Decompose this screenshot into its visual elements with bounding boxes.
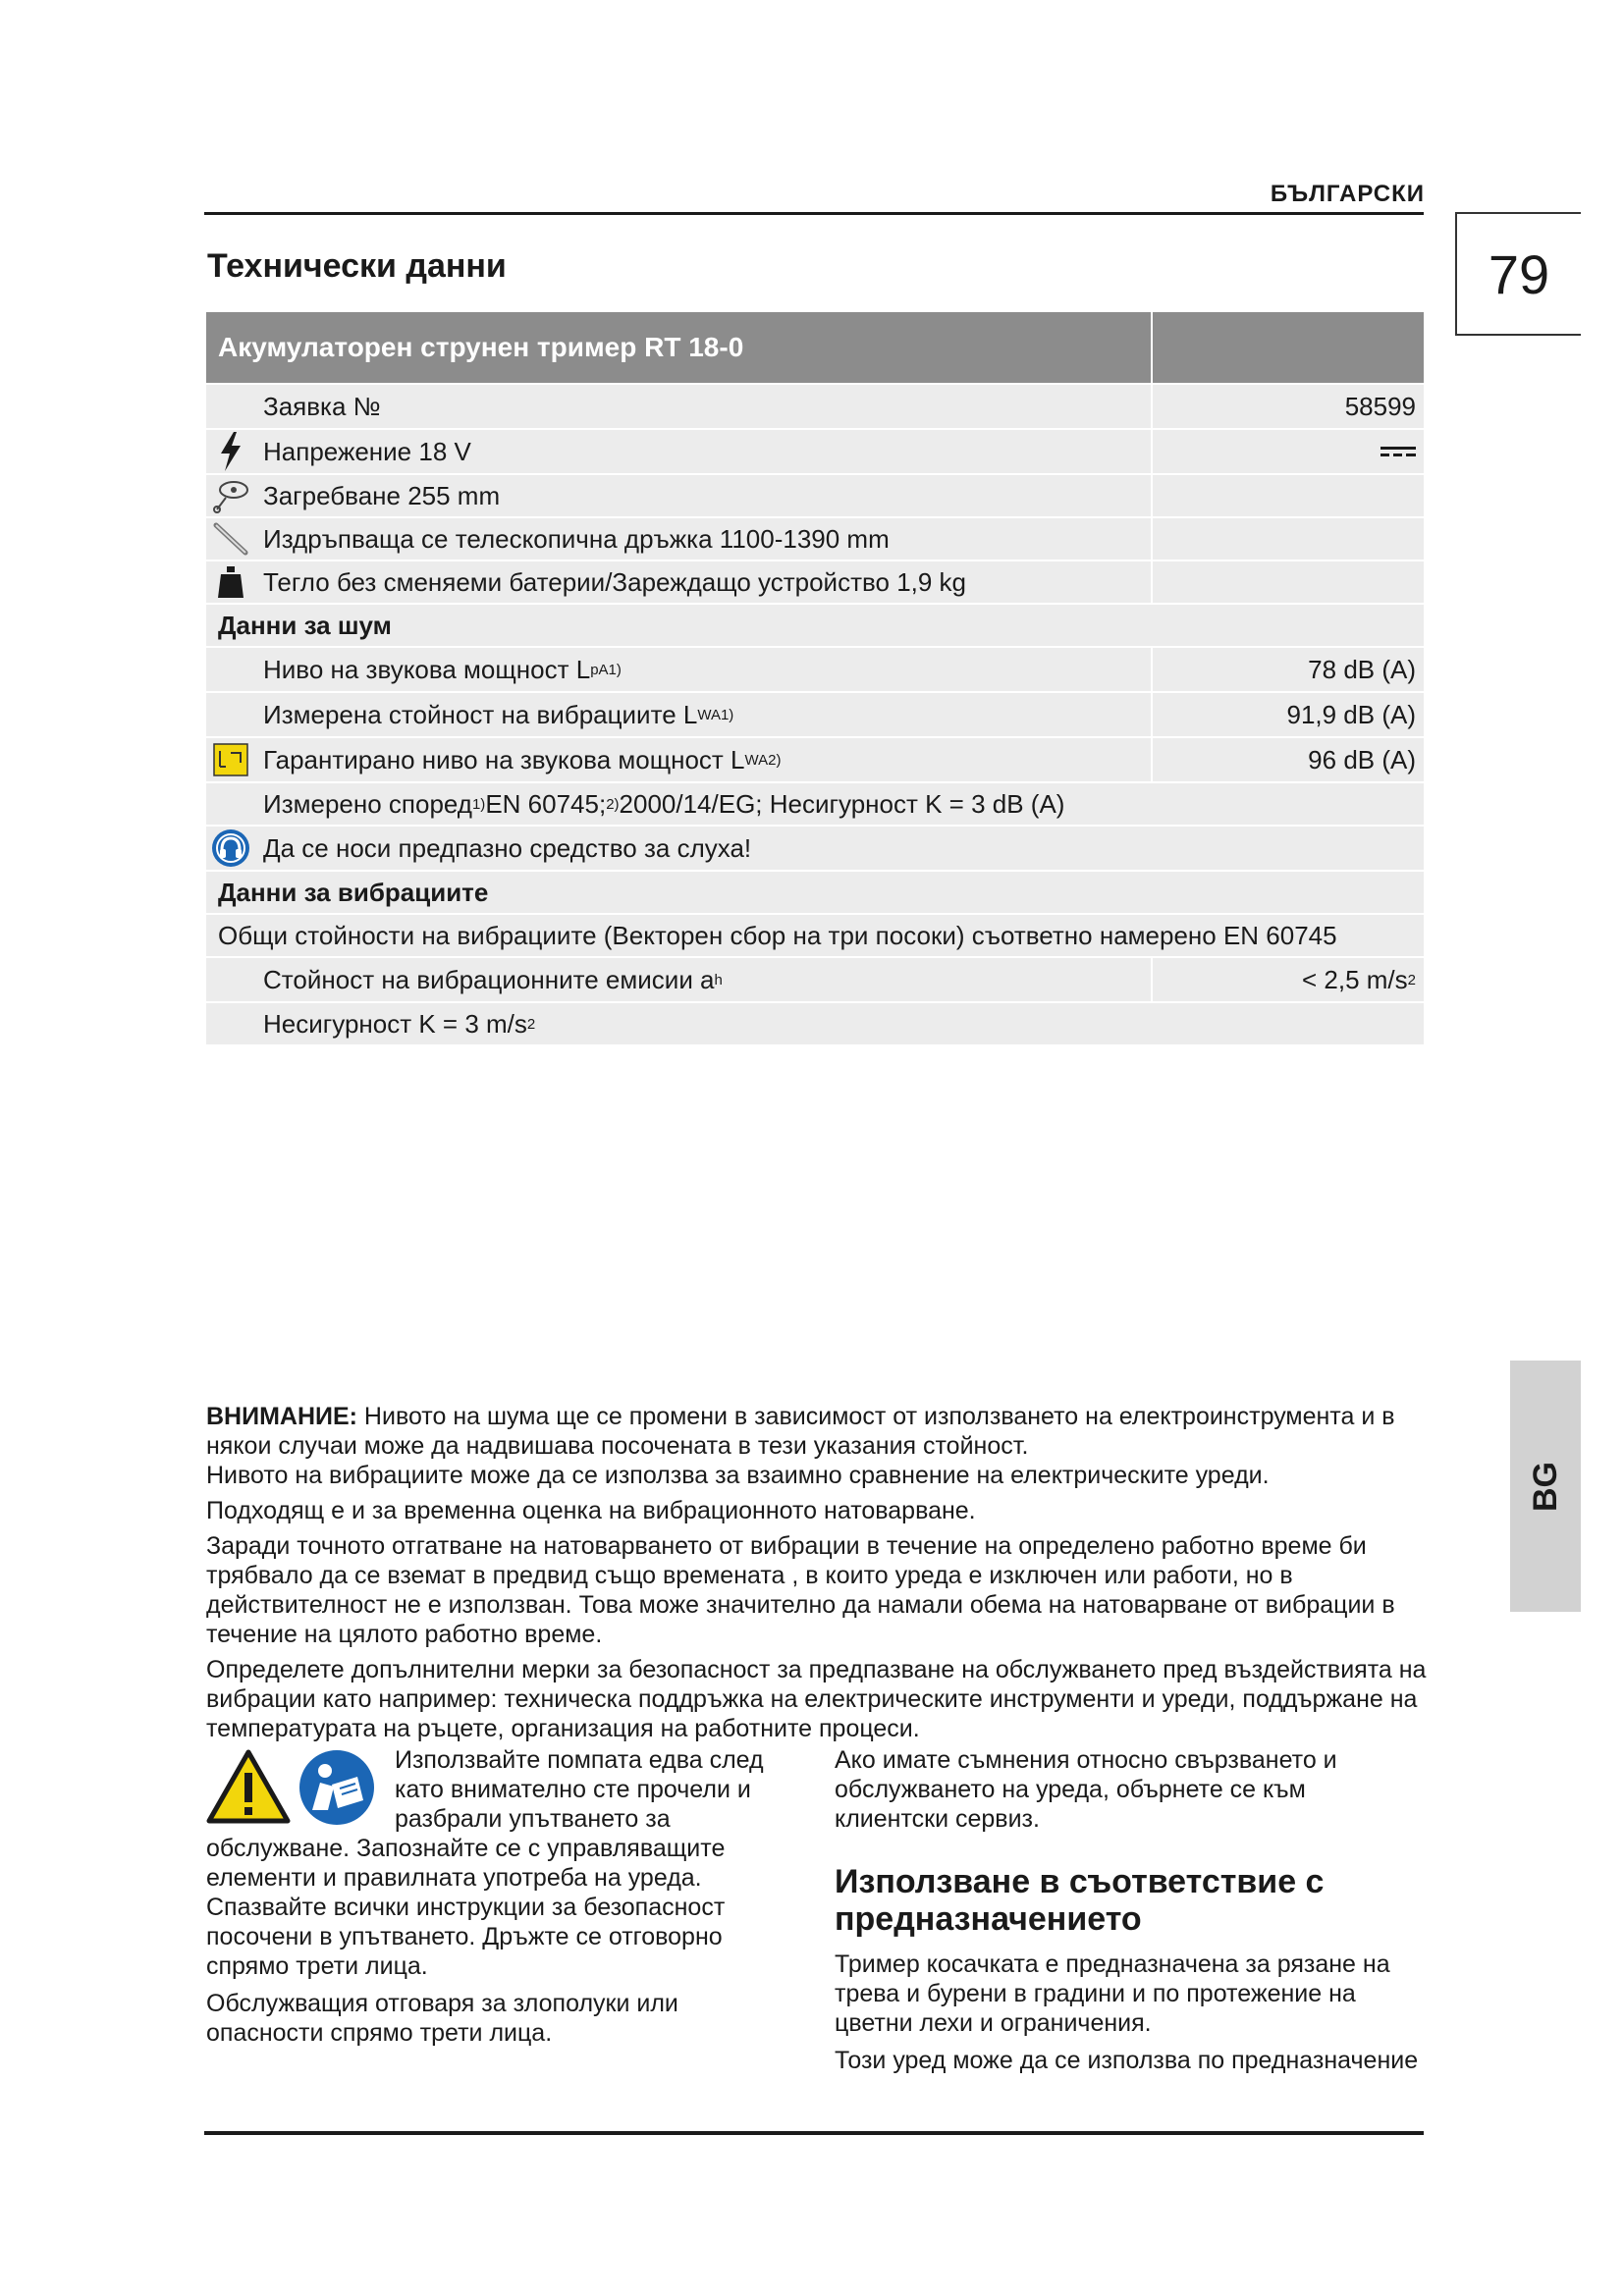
- lwa-guaranteed-value: 96 dB (A): [1308, 744, 1416, 774]
- weight-label: Тегло без сменяеми батерии/Зареждащо устройство 1,9 kg: [255, 561, 1153, 603]
- product-name: Акумулаторен струнен тример RT 18-0: [206, 312, 1153, 383]
- noise-heading-row: [206, 603, 1424, 646]
- language-tab: BG: [1510, 1361, 1581, 1612]
- read-manual-icon: [298, 1749, 375, 1826]
- voltage-label: Напрежение 18 V: [255, 430, 1153, 473]
- table-row: [206, 516, 1424, 560]
- dc-symbol-icon: [1153, 430, 1424, 473]
- lwa-value: 91,9 dB (A): [1286, 699, 1416, 729]
- telescopic-handle-icon: [206, 518, 255, 560]
- vibration-uncertainty: Несигурност K = 3 m/s 2: [263, 1008, 536, 1039]
- intended-use-heading: Използване в съответствие с предназначението: [835, 1863, 1325, 1938]
- vibration-heading-row: [206, 870, 1424, 913]
- vibration-heading: Данни за вибрациите: [218, 877, 489, 907]
- table-row: [206, 825, 1424, 870]
- body-paragraph: Заради точното отгатване на натоварването от вибрации в течение на определено работно време би трябвало да се вземат в предвид също времената , в които уреда е изключен или работи, но в действителност не е използван. Това може значително да намали обема на натоварване от вибрации в течение на цялото работно време.: [206, 1532, 1395, 1648]
- noise-heading: Данни за шум: [218, 610, 392, 640]
- lwa-guaranteed-label: Гарантирано ниво на звукова мощност L WA 2): [255, 738, 1153, 781]
- ear-protection-icon: [206, 827, 255, 870]
- body-paragraph: Нивото на вибрациите може да се използва за взаимно сравнение на електрическите уреди.: [206, 1462, 1270, 1489]
- handle-label: Издръпваща се телескопична дръжка 1100-1390 mm: [255, 518, 1153, 560]
- table-row: [206, 956, 1424, 1001]
- right-paragraph-1: Ако имате съмнения относно свързването и обслужването на уреда, обърнете се към клиентски сервиз.: [835, 1746, 1337, 1833]
- vibration-emission-label: Стойност на вибрационните емисии a h: [255, 958, 1153, 1001]
- table-row: [206, 646, 1424, 691]
- measured-standard: Измерено според 1) EN 60745; 2) 2000/14/EG; Несигурност K = 3 dB (A): [263, 788, 1065, 819]
- footer-rule: [204, 2131, 1424, 2135]
- warning-paragraph: ВНИМАНИЕ: Нивото на шума ще се промени в зависимост от използването на електроинструмента и в някои случаи може да надвишава посочената в тези указания стойност. Нивото на вибрациите може да се използва за взаимно сравнение на електрическите уреди. Подходящ е и за временна оценка на вибрационното натоварване. Заради точното отгатване на натоварването от вибрации в течение на определено работно време би трябвало да се вземат в предвид също времената , в които уреда е изключен или работи, но в действителност не е използван. Това може значително да намали обема на натоварване от вибрации в течение на цялото работно време. Определете допълнителни мерки за безопасност за предпазване на обслужването пред въздействията на вибрации като например: техническа поддръжка на електрическите инструменти и уреди, поддържане на температурата на ръцете, организация на работните процеси.: [206, 1402, 1434, 1743]
- lpa-value: 78 dB (A): [1308, 654, 1416, 684]
- table-row: [206, 913, 1424, 956]
- table-header: [206, 312, 1424, 383]
- body-paragraph: Подходящ е и за временна оценка на вибрационното натоварване.: [206, 1497, 976, 1524]
- right-paragraph-2: Тример косачката е предназначена за рязане на трева и бурени в градини и по протежение на цветни лехи и ограничения.: [835, 1950, 1390, 2037]
- vibration-emission-value: < 2,5 m/s 2: [1302, 964, 1416, 994]
- table-row: [206, 473, 1424, 516]
- table-row: [206, 736, 1424, 781]
- left-paragraph-1: Използвайте помпата едва след като внимателно сте прочели и разбрали упътването за обслужване. Запознайте се с управляващите елементи и правилната употреба на уреда. Спазвайте всички инструкции за безопасност посочени в упътването. Дръжте се отговорно спрямо трети лица.: [206, 1746, 764, 1980]
- cutting-width-icon: [206, 475, 255, 516]
- table-row: [206, 691, 1424, 736]
- warning-label: ВНИМАНИЕ:: [206, 1403, 357, 1430]
- table-row: [206, 560, 1424, 603]
- warning-triangle-icon: [206, 1749, 291, 1824]
- header-rule: [204, 212, 1424, 215]
- left-column: [206, 1745, 776, 2048]
- cutting-width-label: Загребване 255 mm: [255, 475, 1153, 516]
- section-title: Технически данни: [207, 247, 507, 285]
- weight-icon: [206, 561, 255, 603]
- table-row: [206, 428, 1424, 473]
- left-paragraph-2: Обслужващия отговаря за злополуки или опасности спрямо трети лица.: [206, 1990, 678, 2047]
- spec-table: [206, 312, 1424, 1044]
- order-number-value: 58599: [1344, 391, 1416, 421]
- sound-level-icon: [206, 738, 255, 781]
- right-paragraph-3: Този уред може да се използва по предназначение: [835, 2047, 1419, 2074]
- body-paragraph: Определете допълнителни мерки за безопасност за предпазване на обслужването пред въздействията на вибрации като например: техническа поддръжка на електрическите инструменти и уреди, поддържане на температурата на ръцете, организация на работните процеси.: [206, 1656, 1427, 1742]
- table-row: [206, 383, 1424, 428]
- page-number: 79: [1455, 212, 1581, 336]
- ear-protection-text: Да се носи предпазно средство за слуха!: [263, 832, 752, 863]
- vibration-general: Общи стойности на вибрациите (Векторен сбор на три посоки) съответно намерено EN 60745: [218, 920, 1337, 950]
- table-row: [206, 781, 1424, 825]
- order-number-label: Заявка №: [255, 385, 1153, 428]
- language-header: БЪЛГАРСКИ: [1270, 181, 1425, 207]
- lpa-label: Ниво на звукова мощност L pA 1): [255, 648, 1153, 691]
- lightning-icon: [206, 430, 255, 473]
- right-column: [835, 1745, 1424, 2075]
- lwa-label: Измерена стойност на вибрациите L WA 1): [255, 693, 1153, 736]
- table-row: [206, 1001, 1424, 1044]
